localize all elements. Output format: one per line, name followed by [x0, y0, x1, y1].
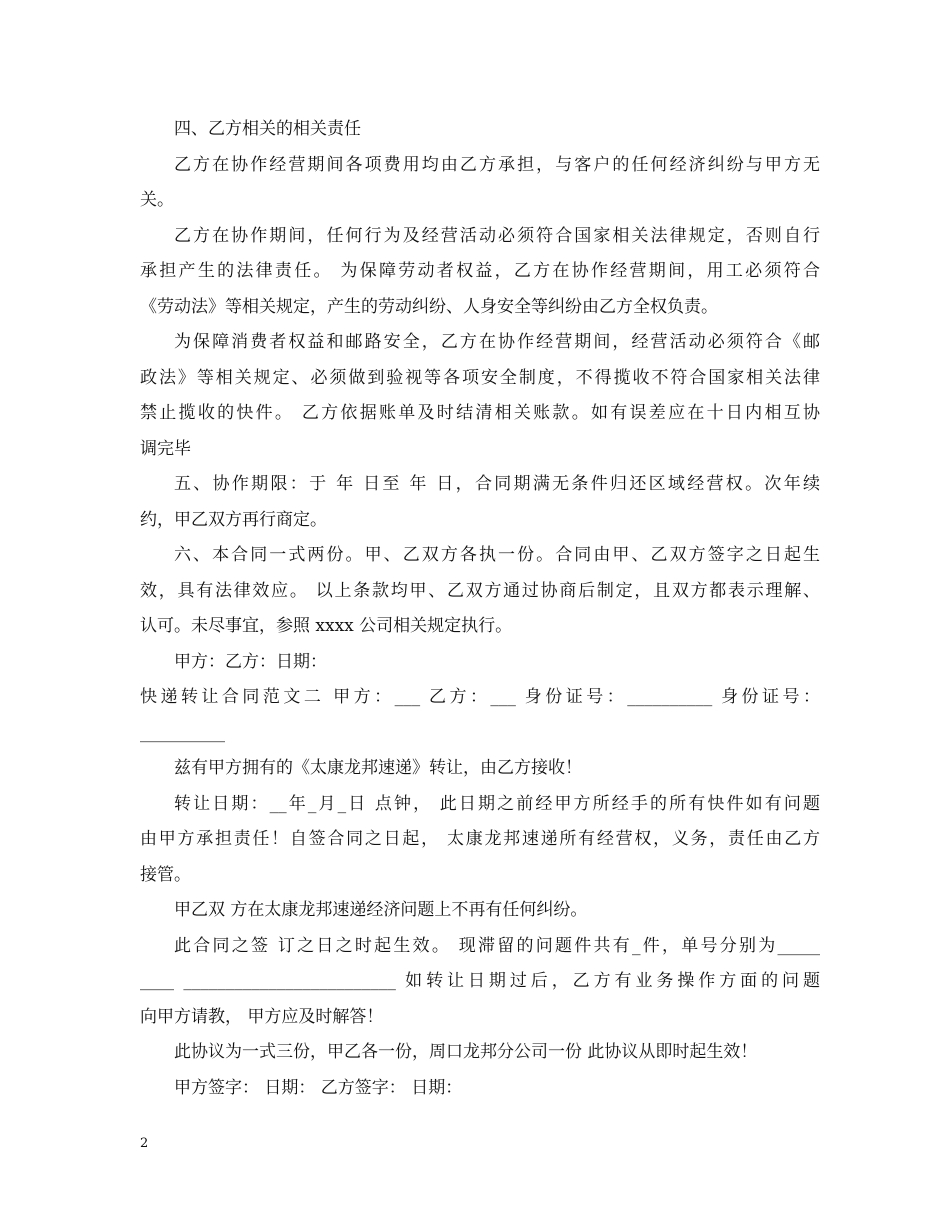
signature-line: 甲方：乙方：日期： [174, 651, 327, 672]
paragraph-line: 《劳动法》等相关规定，产生的劳动纠纷、人身安全等纠纷由乙方全权负责。 [140, 296, 718, 317]
paragraph-line: 此合同之签 订之日之时起生效。 现滞留的问题件共有_件，单号分别为_____ [174, 935, 820, 956]
paragraph-line: 约，甲乙双方再行商定。 [140, 509, 327, 530]
page-number: 2 [140, 1136, 149, 1151]
paragraph-line: 承担产生的法律责任。 为保障劳动者权益，乙方在协作经营期间，用工必须符合 [140, 261, 820, 281]
paragraph-line: 政法》等相关规定、必须做到验视等各项安全制度，不得揽收不符合国家相关法律 [140, 367, 820, 388]
paragraph-line: 甲乙双 方在太康龙邦速递经济问题上不再有任何纠纷。 [174, 900, 588, 920]
paragraph-line: 关。 [140, 190, 174, 210]
paragraph-line: 认可。未尽事宜，参照 xxxx 公司相关规定执行。 [140, 616, 513, 636]
section-six-line: 六、本合同一式两份。甲、乙双方各执一份。合同由甲、乙双方签字之日起生 [174, 545, 820, 565]
transfer-date-line: 转让日期：__年_月_日 点钟， 此日期之前经甲方所经手的所有快件如有问题 [174, 793, 820, 814]
paragraph-line: 乙方在协作期间，任何行为及经营活动必须符合国家相关法律规定，否则自行 [174, 225, 820, 246]
paragraph-line: 调完毕 [140, 438, 191, 459]
paragraph-line: 兹有甲方拥有的《太康龙邦速递》转让，由乙方接收！ [174, 758, 582, 778]
paragraph-line: 乙方在协作经营期间各项费用均由乙方承担，与客户的任何经济纠纷与甲方无 [174, 154, 820, 175]
second-contract-title-line: 快递转让合同范文二 甲方：___ 乙方：___ 身份证号：__________ 身份证号： [140, 687, 820, 707]
paragraph-line: 此协议为一式三份，甲乙各一份，周口龙邦分公司一份 此协议从即时起生效！ [174, 1042, 758, 1062]
paragraph-line: 为保障消费者权益和邮路安全，乙方在协作经营期间，经营活动必须符合《邮 [174, 332, 820, 352]
paragraph-line: 效，具有法律效应。 以上条款均甲、乙双方通过协商后制定，且双方都表示理解、 [140, 580, 820, 601]
signature-date-line: 甲方签字： 日期： 乙方签字： 日期： [174, 1077, 463, 1098]
paragraph-line: 接管。 [140, 864, 191, 885]
paragraph-line: ____ _________________________ 如转让日期过后，乙方有业务操作方面的问题 [140, 971, 820, 991]
paragraph-line: 由甲方承担责任！自签合同之日起， 太康龙邦速递所有经营权，义务，责任由乙方 [140, 829, 820, 849]
document-body [140, 112, 820, 1106]
section-five-line: 五、协作期限：于 年 日至 年 日，合同期满无条件归还区域经营权。次年续 [174, 474, 820, 494]
section-four-heading: 四、乙方相关的相关责任 [174, 119, 361, 139]
id-blank-line: __________ [140, 722, 225, 743]
paragraph-line: 向甲方请教， 甲方应及时解答！ [140, 1006, 384, 1027]
paragraph-line: 禁止揽收的快件。 乙方依据账单及时结清相关账款。如有误差应在十日内相互协 [140, 403, 820, 423]
